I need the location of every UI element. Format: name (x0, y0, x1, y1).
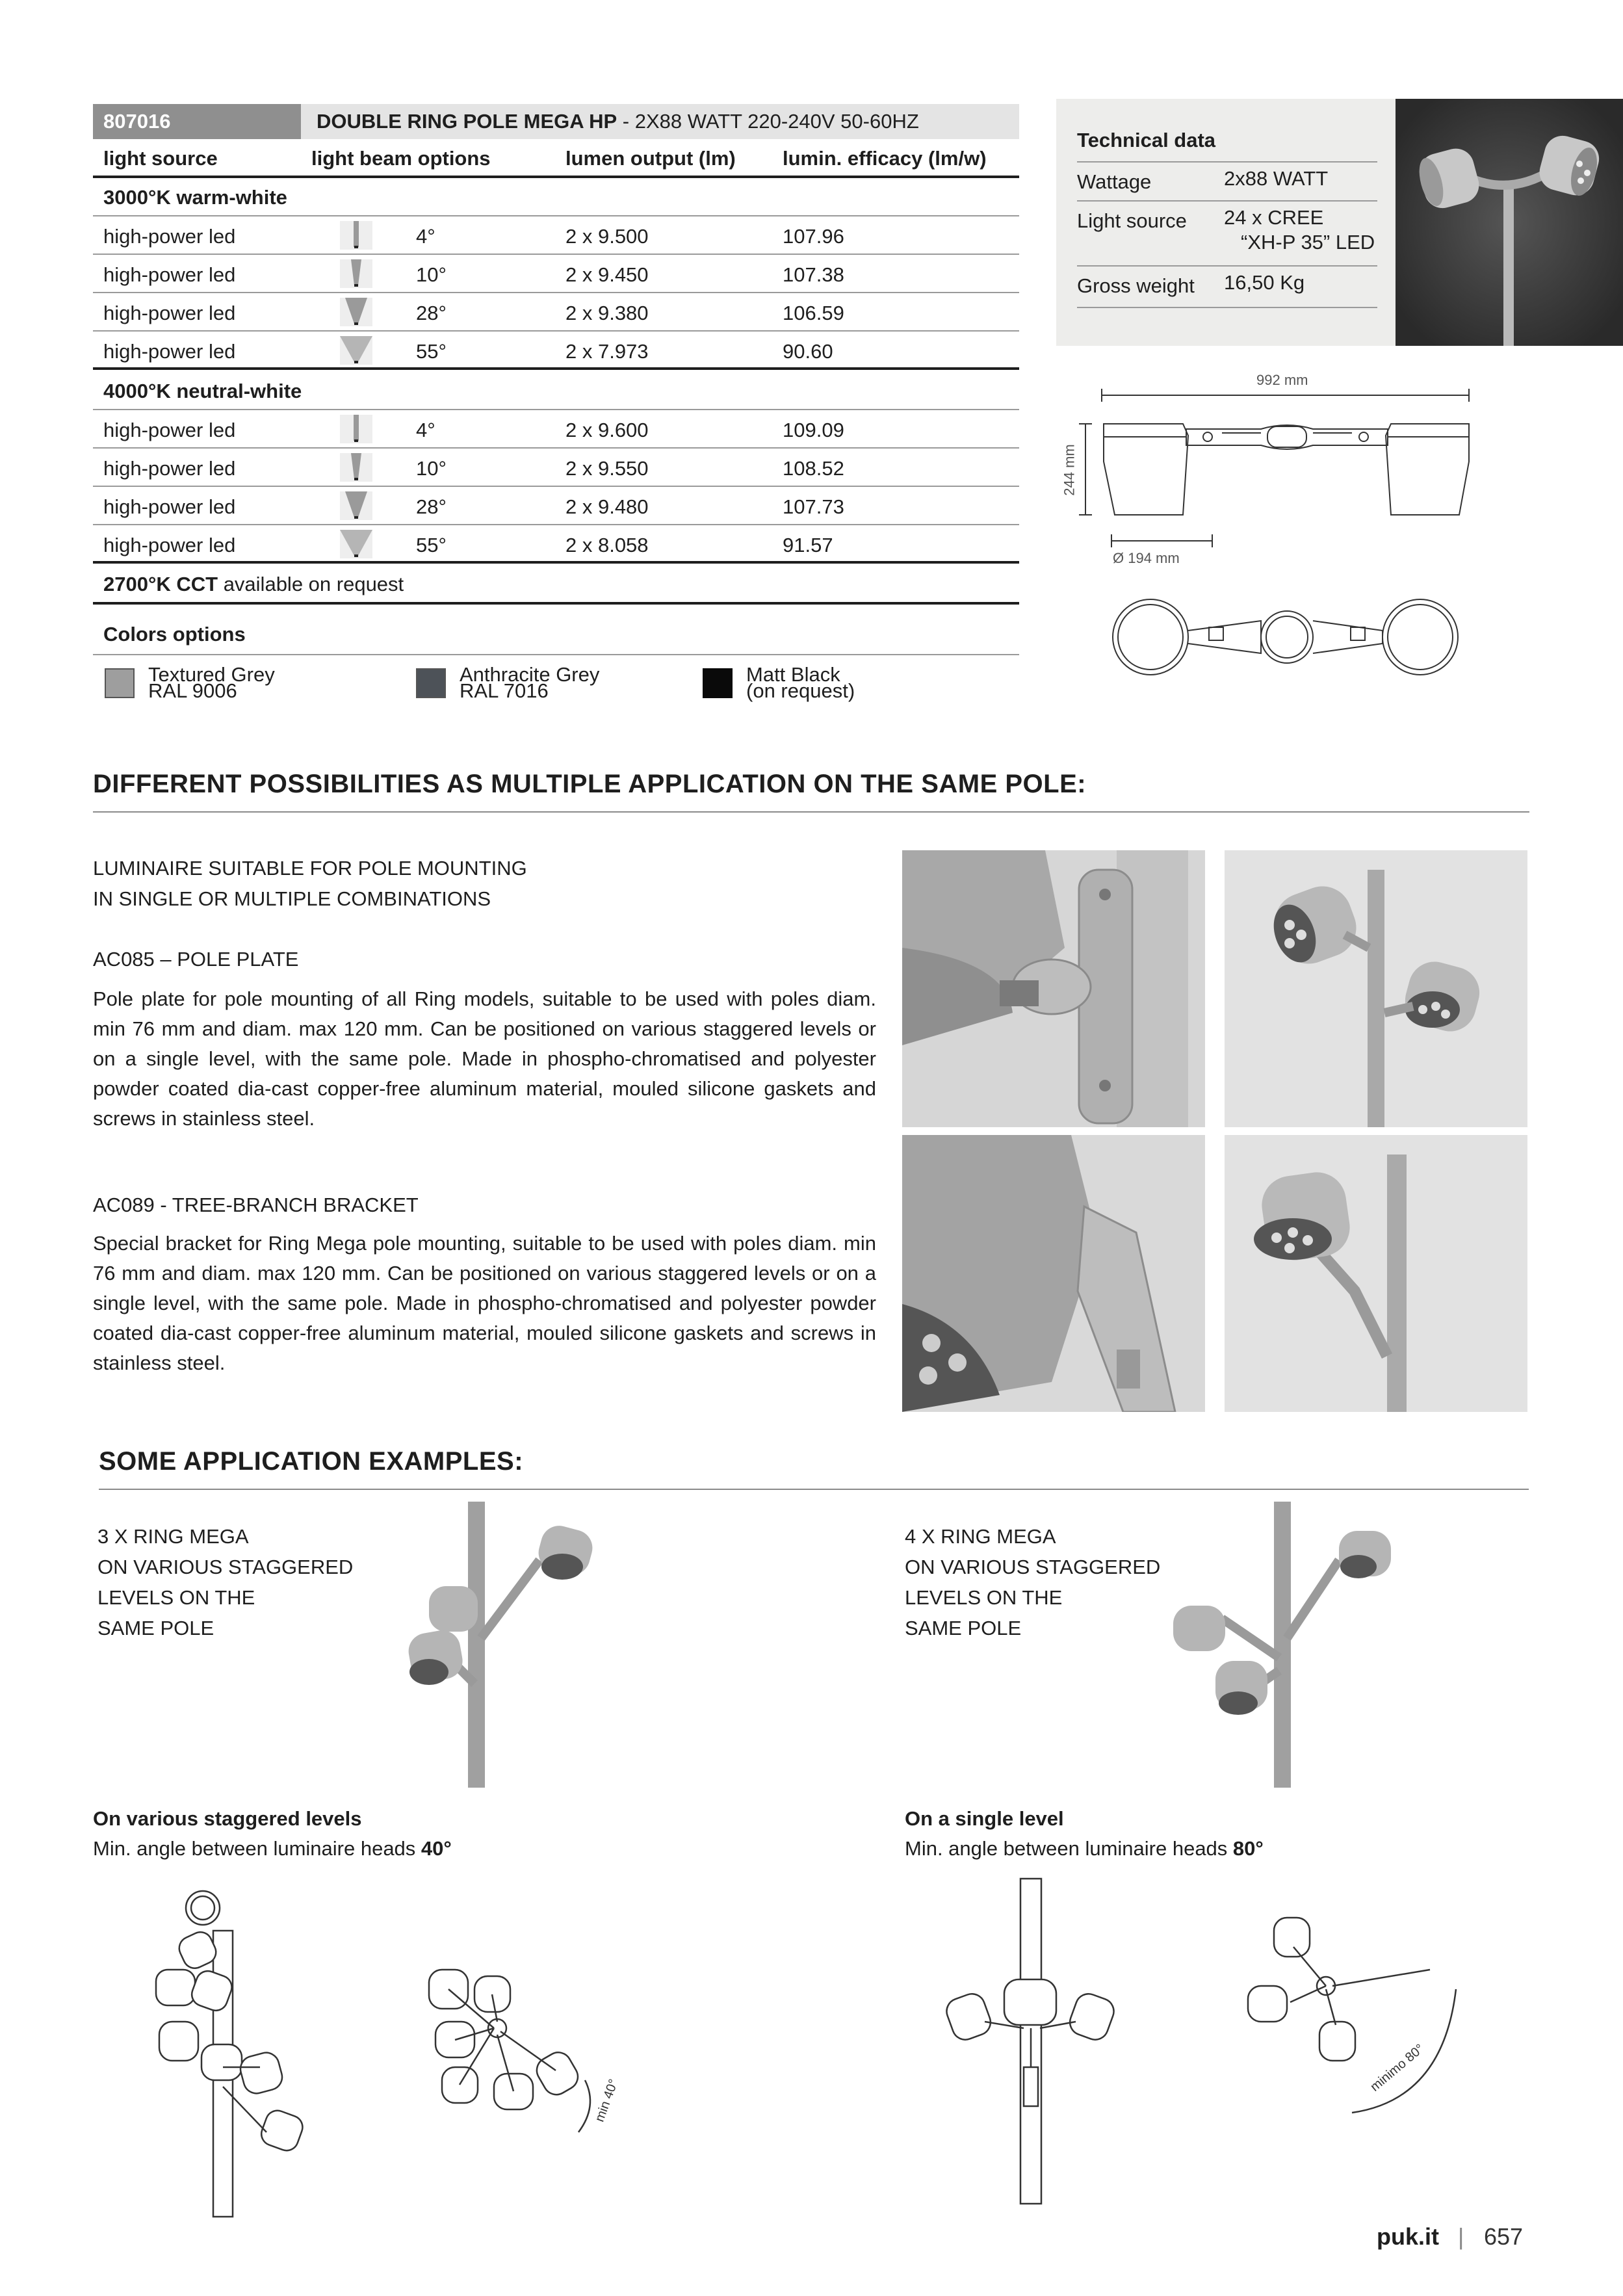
angle-text: Min. angle between luminaire heads (93, 1837, 421, 1860)
label-min-80: minimo 80° (1368, 2041, 1427, 2094)
cell-efficacy: 91.57 (783, 534, 833, 556)
section-neutral-white (93, 372, 1019, 410)
footer-separator: | (1458, 2223, 1464, 2250)
cell-efficacy: 107.96 (783, 225, 844, 248)
cell-source: high-power led (103, 225, 236, 248)
cct-note (93, 564, 1019, 605)
tech-key: Gross weight (1077, 274, 1195, 297)
cell-beam: 28° (416, 302, 447, 324)
cell-efficacy: 90.60 (783, 340, 833, 363)
technical-data-panel (1056, 99, 1396, 346)
angle-text: Min. angle between luminaire heads (905, 1837, 1233, 1860)
section-divider (99, 1489, 1529, 1490)
example-left-line: LEVELS ON THE (97, 1586, 255, 1609)
cell-lumen: 2 x 9.500 (565, 225, 649, 248)
table-row (93, 332, 1019, 370)
product-title (301, 104, 1019, 139)
beam-10-icon (340, 453, 372, 482)
product-name: DOUBLE RING POLE MEGA HP (317, 110, 617, 133)
beam-55-icon (340, 530, 372, 558)
beam-28-icon (340, 298, 372, 326)
cell-lumen: 2 x 9.480 (565, 495, 649, 518)
example-left-line: 3 X RING MEGA (97, 1525, 249, 1548)
color-code: RAL 9006 (148, 679, 237, 702)
render-four-ring-mega (1163, 1502, 1410, 1788)
cell-beam: 4° (416, 225, 435, 248)
example-right-line: SAME POLE (905, 1617, 1022, 1639)
dimension-height: 244 mm (1061, 444, 1078, 496)
possibilities-title: DIFFERENT POSSIBILITIES AS MULTIPLE APPLICATION ON THE SAME POLE: (93, 770, 1087, 798)
cct-bold: 2700°K CCT (103, 573, 218, 595)
dimension-diameter: Ø 194 mm (1113, 550, 1180, 566)
color-name: Anthracite Grey (460, 663, 600, 686)
cell-lumen: 2 x 9.450 (565, 263, 649, 286)
tech-key: Light source (1077, 209, 1187, 232)
table-row (93, 293, 1019, 332)
tech-row-weight (1077, 265, 1377, 308)
colors-title (93, 616, 1019, 655)
beam-4-icon (340, 415, 372, 443)
page-number: 657 (1484, 2223, 1524, 2250)
dimension-width: 992 mm (1256, 372, 1308, 388)
table-row (93, 216, 1019, 255)
product-spec: - 2X88 WATT 220-240V 50-60HZ (617, 110, 919, 133)
footer-brand: puk.it (1377, 2223, 1439, 2250)
tech-row-wattage (1077, 161, 1377, 202)
example-right-line: LEVELS ON THE (905, 1586, 1063, 1609)
cell-beam: 10° (416, 457, 447, 480)
ac089-text: Special bracket for Ring Mega pole mounting, suitable to be used with poles diam. min 76 mm and diam. max 120 mm. Can be positioned on various staggered levels or on a single level, with the same pole. Made in phospho-chromatised and polyester powder coated dia-cast copper-free aluminum material, mouled silicone gaskets and screws in stainless steel. (93, 1232, 876, 1374)
swatch-anthracite-grey (416, 668, 446, 698)
table-row (93, 449, 1019, 487)
cell-lumen: 2 x 9.380 (565, 302, 649, 324)
tech-value-line2: “XH-P 35” LED (1241, 231, 1375, 254)
cell-source: high-power led (103, 534, 236, 556)
cell-efficacy: 106.59 (783, 302, 844, 324)
product-photo (1396, 99, 1623, 346)
section-warm-white (93, 178, 1019, 216)
table-row (93, 487, 1019, 525)
examples-title: SOME APPLICATION EXAMPLES: (99, 1447, 524, 1476)
intro-line-1: LUMINAIRE SUITABLE FOR POLE MOUNTING (93, 857, 527, 880)
cct-rest: available on request (218, 573, 404, 595)
tech-value-line1: 24 x CREE (1224, 206, 1324, 229)
intro-line-2: IN SINGLE OR MULTIPLE COMBINATIONS (93, 887, 491, 910)
color-code: (on request) (746, 679, 855, 702)
swatch-textured-grey (105, 668, 135, 698)
cell-efficacy: 107.73 (783, 495, 844, 518)
cell-source: high-power led (103, 419, 236, 441)
photo-pole-plate-two-heads (1225, 850, 1527, 1127)
caption-single-level-angle (905, 1837, 1264, 1860)
caption-staggered: On various staggered levels (93, 1807, 362, 1830)
color-name: Textured Grey (148, 663, 275, 686)
beam-55-icon (340, 336, 372, 365)
header-lumen-output: lumen output (lm) (565, 147, 736, 170)
swatch-matt-black (703, 668, 733, 698)
color-code: RAL 7016 (460, 679, 549, 702)
color-label (148, 663, 275, 702)
cell-source: high-power led (103, 263, 236, 286)
beam-10-icon (340, 259, 372, 288)
cell-lumen: 2 x 8.058 (565, 534, 649, 556)
example-left-line: SAME POLE (97, 1617, 214, 1639)
ac089-title: AC089 - TREE-BRANCH BRACKET (93, 1194, 419, 1216)
caption-single-level: On a single level (905, 1807, 1064, 1830)
render-three-ring-mega (383, 1502, 617, 1788)
photo-pole-plate (902, 850, 1205, 1127)
ac085-title: AC085 – POLE PLATE (93, 948, 299, 971)
section-label: 3000°K warm-white (103, 186, 287, 209)
ac085-text: Pole plate for pole mounting of all Ring models, suitable to be used with poles diam. min 76 mm and diam. max 120 mm. Can be positioned on various staggered levels or on a single level, with the same pole. Made in phospho-chromatised and polyester powder coated dia-cast copper-free aluminum material, mouled silicone gaskets and screws in stainless steel. (93, 987, 876, 1130)
color-name: Matt Black (746, 663, 840, 686)
cell-beam: 4° (416, 419, 435, 441)
color-label (746, 663, 855, 702)
example-left-line: ON VARIOUS STAGGERED (97, 1556, 354, 1578)
cell-source: high-power led (103, 457, 236, 480)
cell-lumen: 2 x 7.973 (565, 340, 649, 363)
cell-beam: 10° (416, 263, 447, 286)
cell-efficacy: 108.52 (783, 457, 844, 480)
tech-value: 16,50 Kg (1224, 271, 1305, 294)
example-left-description (97, 1521, 353, 1643)
product-code: 807016 (93, 104, 301, 139)
tech-key: Wattage (1077, 170, 1152, 193)
photo-tree-branch-closeup (902, 1135, 1205, 1412)
beam-28-icon (340, 491, 372, 520)
tech-value (1224, 205, 1375, 255)
label-min-40: min 40° (592, 2077, 621, 2124)
photo-tree-branch-bracket (1225, 1135, 1527, 1412)
header-beam-options: light beam options (311, 147, 491, 170)
tech-value: 2x88 WATT (1224, 167, 1329, 190)
beam-4-icon (340, 221, 372, 250)
cell-beam: 28° (416, 495, 447, 518)
angle-value: 80° (1232, 1837, 1264, 1860)
cell-source: high-power led (103, 302, 236, 324)
cell-source: high-power led (103, 340, 236, 363)
angle-value: 40° (421, 1837, 452, 1860)
technical-title: Technical data (1077, 129, 1216, 151)
diagram-single-level (910, 1872, 1495, 2223)
cell-efficacy: 109.09 (783, 419, 844, 441)
header-efficacy: lumin. efficacy (lm/w) (783, 147, 987, 170)
example-right-description (905, 1521, 1160, 1643)
technical-drawing (1053, 364, 1482, 683)
header-light-source: light source (103, 147, 218, 170)
caption-staggered-angle (93, 1837, 452, 1860)
section-divider (93, 811, 1529, 813)
table-header-row (93, 139, 1019, 178)
cell-efficacy: 107.38 (783, 263, 844, 286)
table-row (93, 525, 1019, 564)
diagram-staggered-levels (130, 1872, 637, 2223)
section-label: 4000°K neutral-white (103, 380, 302, 402)
cell-beam: 55° (416, 340, 447, 363)
tech-row-light-source (1077, 200, 1377, 267)
cell-lumen: 2 x 9.600 (565, 419, 649, 441)
cell-beam: 55° (416, 534, 447, 556)
table-row (93, 410, 1019, 449)
colors-title-text: Colors options (103, 623, 246, 646)
color-label (460, 663, 600, 702)
cell-source: high-power led (103, 495, 236, 518)
table-row (93, 255, 1019, 293)
example-right-line: ON VARIOUS STAGGERED (905, 1556, 1161, 1578)
example-right-line: 4 X RING MEGA (905, 1525, 1056, 1548)
cell-lumen: 2 x 9.550 (565, 457, 649, 480)
